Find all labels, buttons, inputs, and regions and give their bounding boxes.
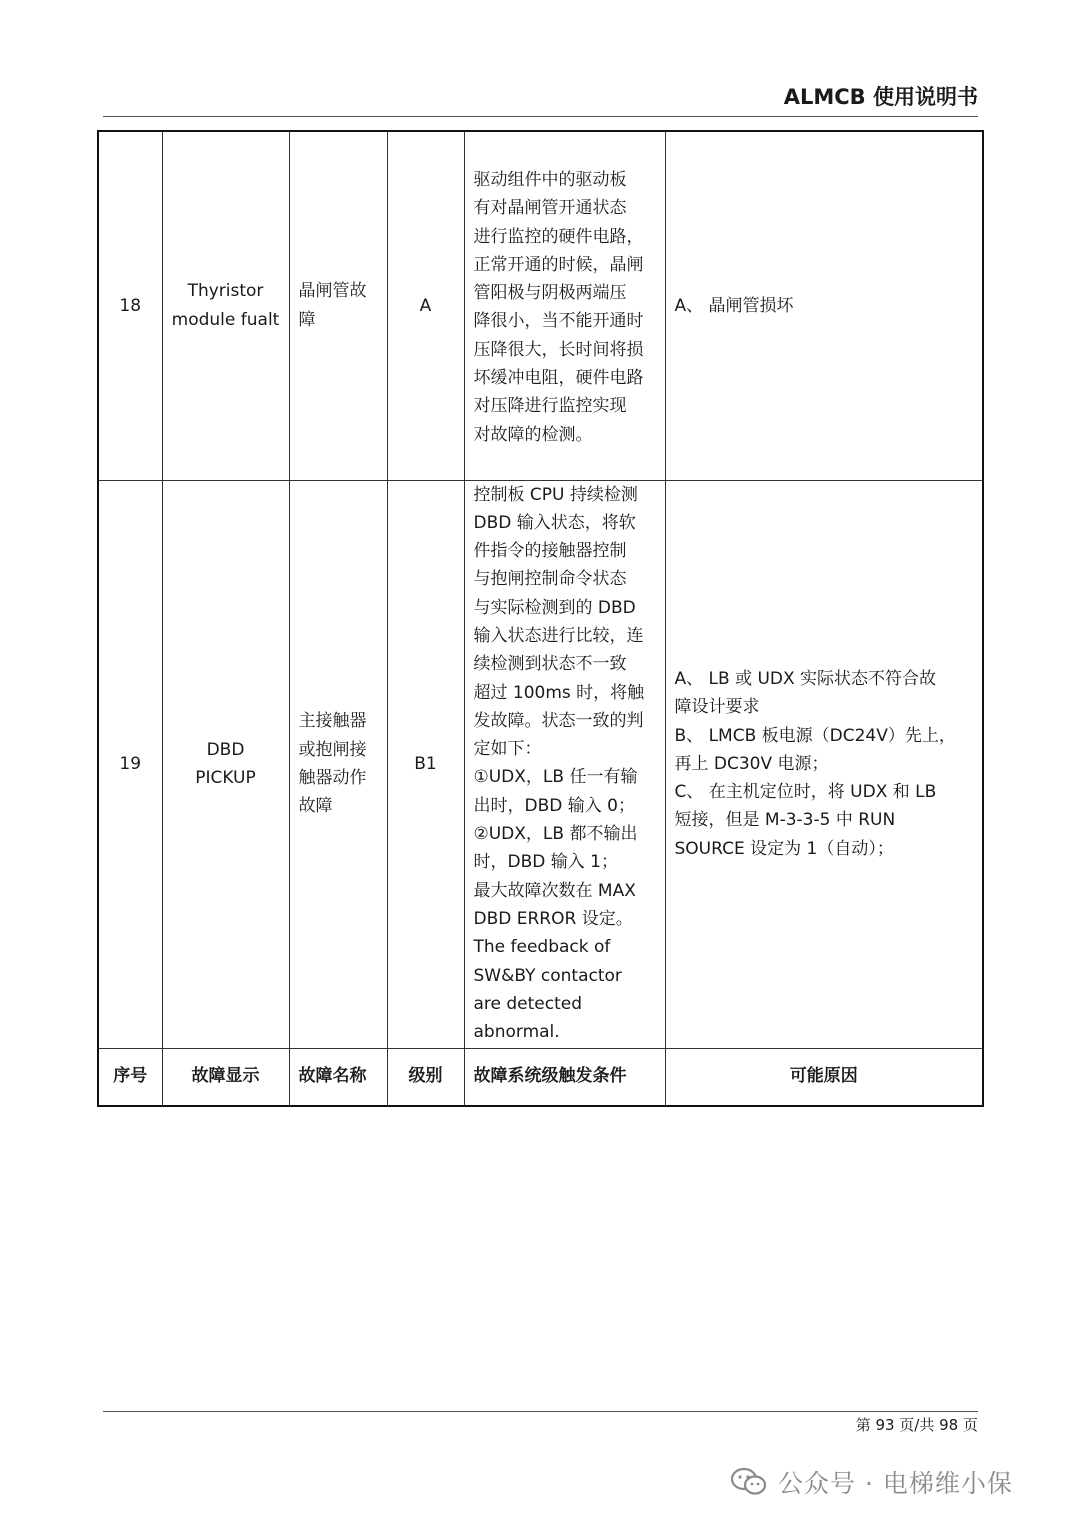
- column-header-no: 序号: [98, 1048, 162, 1106]
- page-number: 第 93 页/共 98 页: [855, 1416, 978, 1434]
- fault-cause: A、 晶闸管损坏: [665, 131, 983, 480]
- fault-display: DBD PICKUP: [162, 480, 289, 1048]
- fault-display: Thyristor module fualt: [162, 131, 289, 480]
- fault-cause: A、 LB 或 UDX 实际状态不符合故 障设计要求 B、 LMCB 板电源（DC24V）先上， 再上 DC30V 电源； C、 在主机定位时，将 UDX 和 LB 短接，但是 M-3-3-5 中 RUN SOURCE 设定为 1（自动）；: [665, 480, 983, 1048]
- table-header-row: [98, 1048, 983, 1106]
- fault-level: B1: [387, 480, 464, 1048]
- fault-name: 晶闸管故 障: [289, 131, 387, 480]
- fault-level: A: [387, 131, 464, 480]
- fault-condition: 控制板 CPU 持续检测 DBD 输入状态，将软 件指令的接触器控制 与抱闸控制命令状态 与实际检测到的 DBD 输入状态进行比较，连 续检测到状态不一致 超过 100ms 时，将触 发故障。状态一致的判 定如下： ①UDX，LB 任一有输 出时，DBD 输入 0； ②UDX，LB 都不输出 时，DBD 输入 1； 最大故障次数在 MAX DBD ERROR 设定。 The feedback of SW&BY contactor are detected abnormal.: [473, 484, 645, 1043]
- table-row: [98, 131, 983, 480]
- header-divider: [103, 116, 978, 117]
- fault-condition-cell: [464, 131, 665, 480]
- fault-name: 主接触器 或抱闸接 触器动作 故障: [289, 480, 387, 1048]
- column-header-display: 故障显示: [162, 1048, 289, 1106]
- column-header-condition: 故障系统级触发条件: [464, 1048, 665, 1106]
- fault-table: [97, 130, 984, 1107]
- fault-number: 18: [98, 131, 162, 480]
- column-header-level: 级别: [387, 1048, 464, 1106]
- wechat-icon: [730, 1467, 768, 1497]
- document-title: ALMCB 使用说明书: [783, 85, 978, 109]
- fault-condition: 驱动组件中的驱动板 有对晶闸管开通状态 进行监控的硬件电路， 正常开通的时候，晶闸 管阳极与阴极两端压 降很小，当不能开通时 压降很大，长时间将损 坏缓冲电阻，硬件电路 对压降进行监控实现 对故障的检测。: [473, 170, 644, 445]
- fault-number: 19: [98, 480, 162, 1048]
- watermark-text: 公众号 · 电梯维小保: [778, 1469, 1013, 1498]
- table-row: [98, 480, 983, 1048]
- fault-condition-cell: [464, 480, 665, 1048]
- column-header-name: 故障名称: [289, 1048, 387, 1106]
- watermark: [730, 1462, 1013, 1502]
- footer-divider: [103, 1411, 978, 1412]
- column-header-cause: 可能原因: [665, 1048, 983, 1106]
